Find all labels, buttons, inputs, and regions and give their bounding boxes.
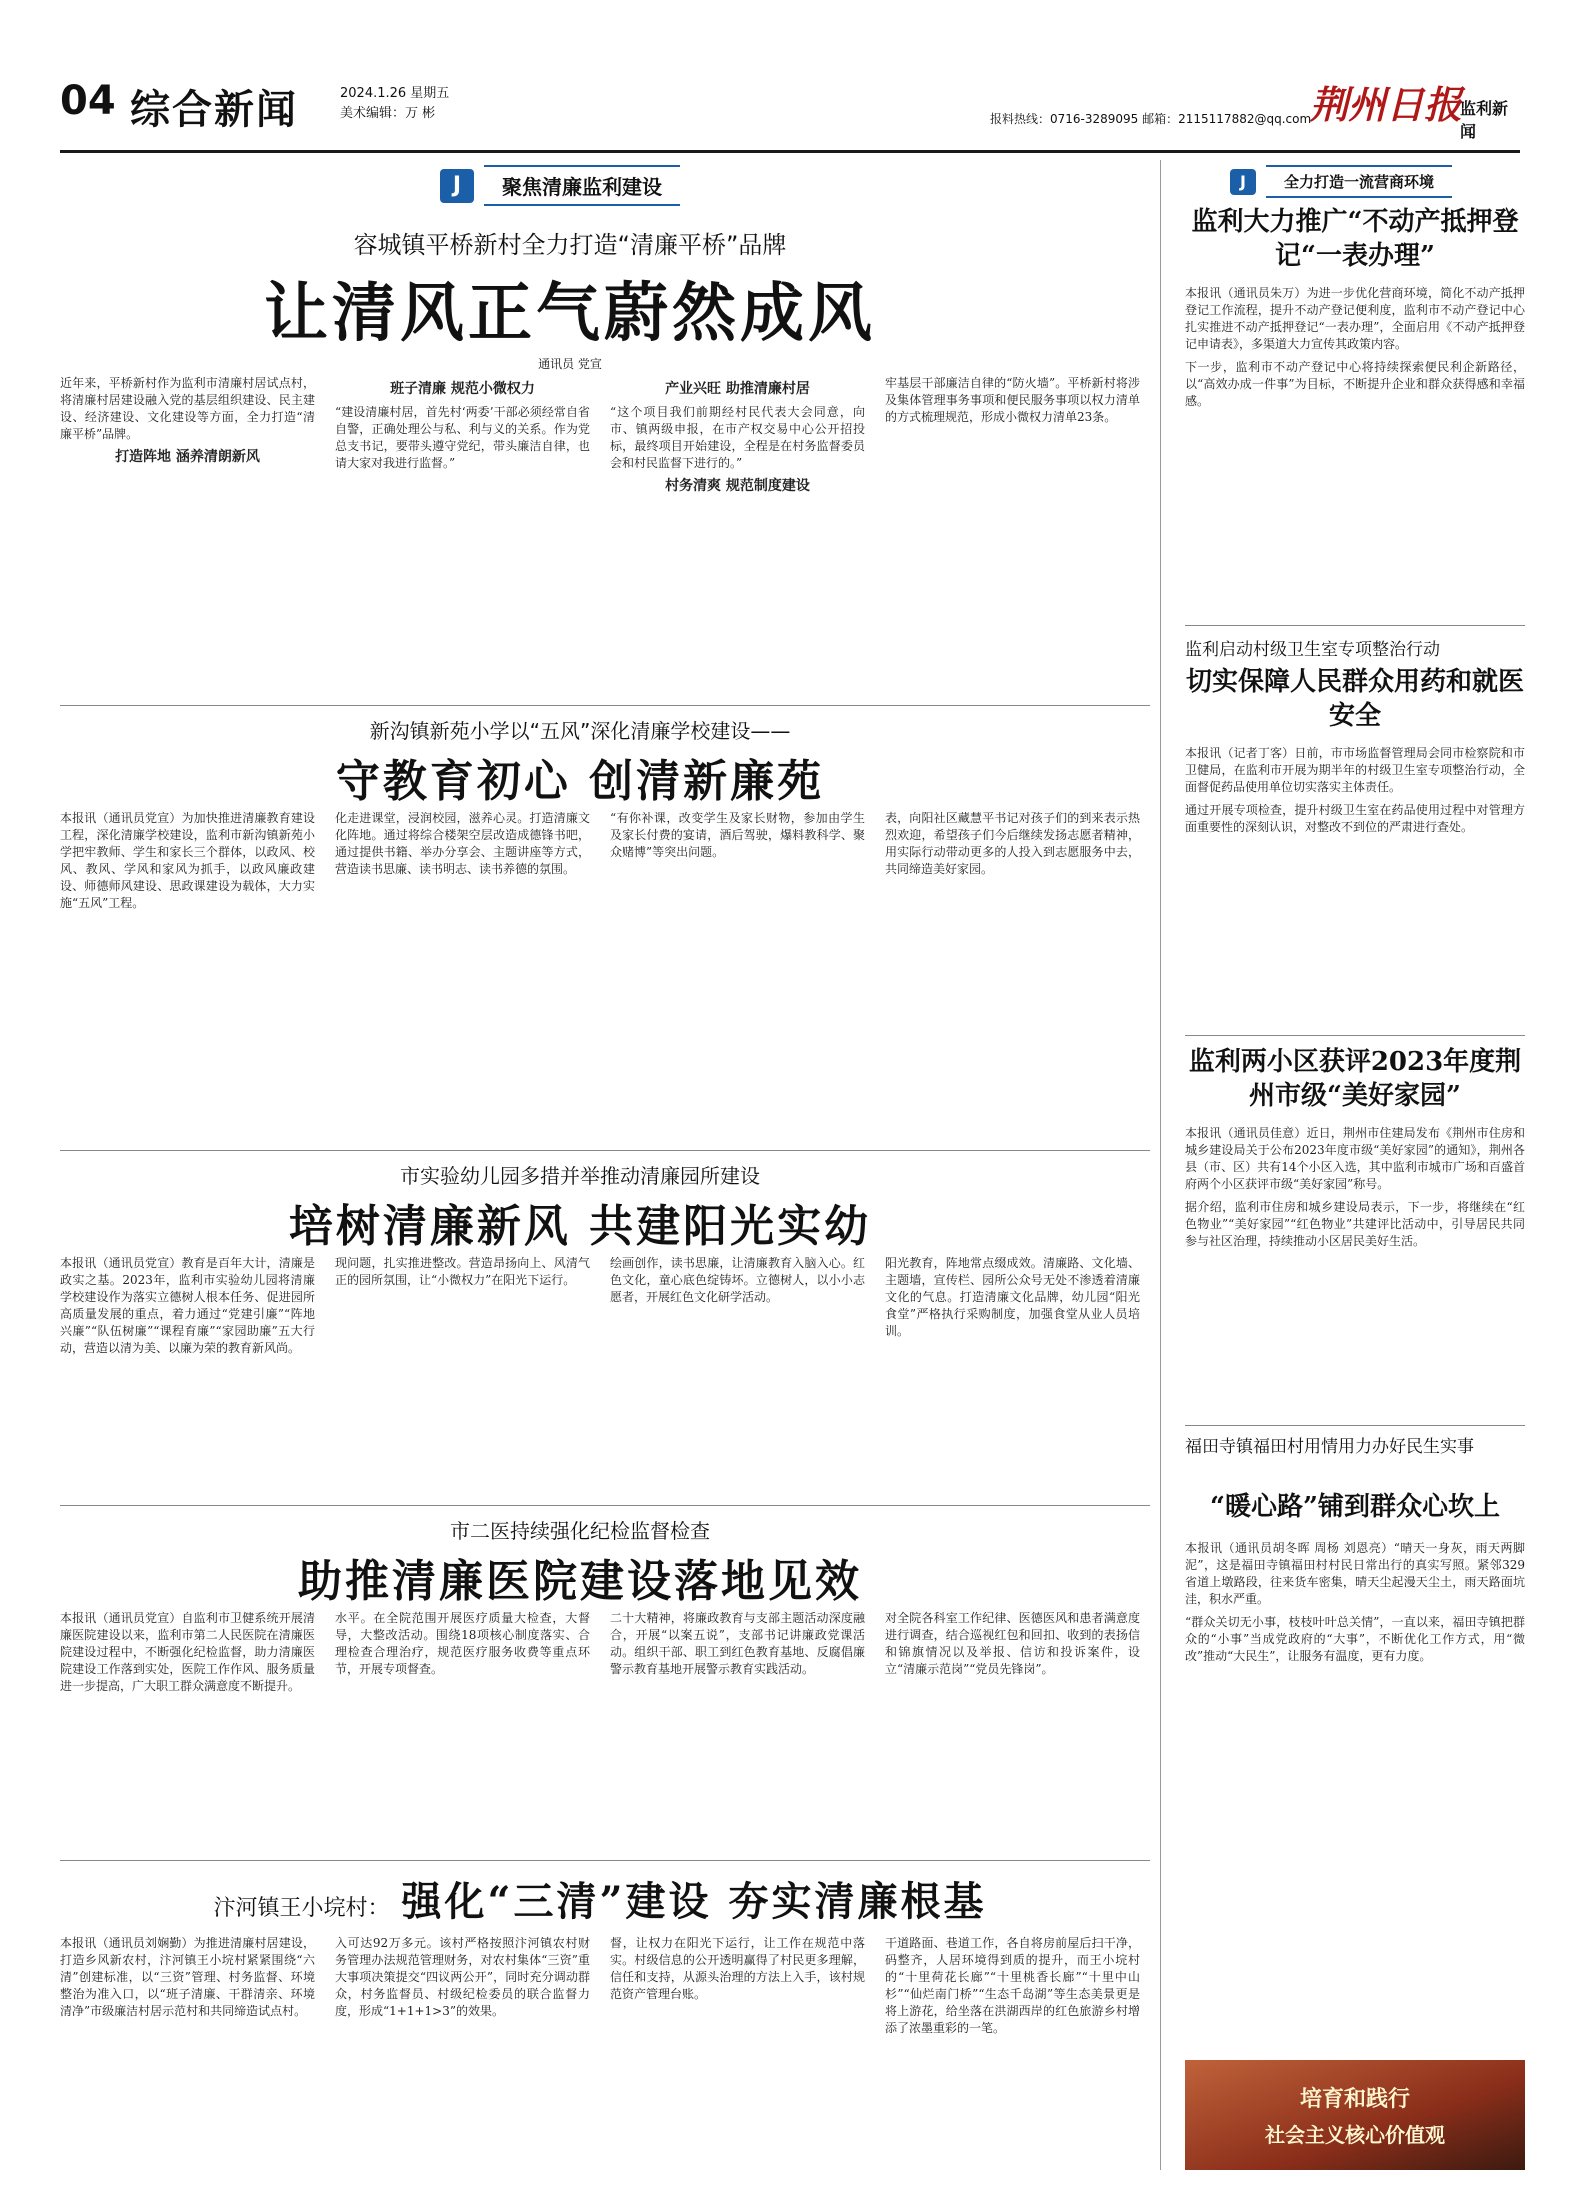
divider bbox=[1185, 1425, 1525, 1426]
contact-info: 报料热线：0716-3289095 邮箱：2115117882@qq.com bbox=[990, 112, 1312, 126]
divider bbox=[60, 1505, 1150, 1506]
divider bbox=[60, 1150, 1150, 1151]
core-values-poster bbox=[1185, 2060, 1525, 2170]
lead-paragraph: 近年来，平桥新村作为监利市清廉村居试点村，将清廉村居建设融入党的基层组织建设、民主建设、经济建设、文化建设等方面，全力打造“清廉平桥”品牌。 bbox=[60, 376, 315, 441]
article2-paragraph: 表，向阳社区藏慧平书记对孩子们的到来表示热烈欢迎，希望孩子们今后继续发扬志愿者精神，用实际行动带动更多的人投入到志愿服务中去，共同缔造美好家园。 bbox=[885, 811, 1140, 876]
lead-col-1 bbox=[60, 375, 315, 472]
lead-subhead: 打造阵地 涵养清朗新风 bbox=[115, 449, 260, 465]
lead-kicker: 容城镇平桥新村全力打造“清廉平桥”品牌 bbox=[353, 231, 787, 259]
article3-paragraph: 绘画创作，读书思廉，让清廉教育入脑入心。红色文化，童心底色绽铸坏。立德树人，以小小志愿者，开展红色文化研学活动。 bbox=[610, 1256, 865, 1304]
side4-kicker: 福田寺镇福田村用情用力办好民生实事 bbox=[1185, 1437, 1474, 1457]
article2-paragraph: 化走进课堂，浸润校园，滋养心灵。打造清廉文化阵地。通过将综合楼架空层改造成德锋书吧，通过提供书籍、举办分享会、主题讲座等方式，营造读书思廉、读书明志、读书养德的氛围。 bbox=[335, 811, 590, 876]
lead-subhead: 产业兴旺 助推清廉村居 bbox=[665, 381, 810, 397]
lead-paragraph: “这个项目我们前期经村民代表大会同意，向市、镇两级申报，在市产权交易中心公开招投标，最终项目开始建设，全程是在村务监督委员会和村民监督下进行的。” bbox=[610, 405, 865, 470]
side4-title: “暖心路”铺到群众心坎上 bbox=[1210, 1492, 1500, 1522]
divider bbox=[60, 705, 1150, 706]
article5-kicker: 汴河镇王小垸村： bbox=[213, 1896, 390, 1921]
side2-title: 切实保障人民群众用药和就医安全 bbox=[1185, 667, 1524, 731]
article2-headline: 守教育初心 创清新廉苑 bbox=[335, 756, 825, 807]
side3-title: 监利两小区获评2023年度荆州市级“美好家园” bbox=[1188, 1047, 1522, 1111]
issue-editor: 美术编辑：万 彬 bbox=[340, 106, 436, 121]
page-masthead bbox=[60, 70, 1520, 153]
article2-paragraph: 本报讯（通讯员党宣）为加快推进清廉教育建设工程，深化清廉学校建设，监利市新沟镇新苑小学把牢教师、学生和家长三个群体，以政风、校风、教风、学风和家风为抓手，以政风廉政建设、师德师风建设、思政课建设为载体，大力实施“五风”工程。 bbox=[60, 811, 315, 910]
article5-paragraph: 入可达92万多元。该村严格按照汴河镇农村财务管理办法规范管理财务，对农村集体“三资”重大事项决策提交“四议两公开”，同时充分调动群众，村务监督员、村级纪检委员的联合监督力度，形成“1+1+1>3”的效果。 bbox=[335, 1936, 590, 2018]
article4-headline: 助推清廉医院建设落地见效 bbox=[298, 1556, 862, 1607]
poster-line: 社会主义核心价值观 bbox=[1265, 2123, 1445, 2147]
newspaper-logo: 荆州日报 bbox=[1310, 82, 1463, 127]
section-label: 全力打造一流营商环境 bbox=[1266, 165, 1452, 198]
article4-paragraph: 水平。在全院范围开展医疗质量大检查，大督导，大整改活动。围绕18项核心制度落实、合理检查合理治疗，规范医疗服务收费等重点环节，开展专项督查。 bbox=[335, 1611, 590, 1676]
page-number: 04 bbox=[60, 78, 116, 124]
side2-kicker: 监利启动村级卫生室专项整治行动 bbox=[1185, 640, 1440, 660]
section-banner-right bbox=[1230, 165, 1452, 198]
article3-paragraph: 现问题，扎实推进整改。营造昂扬向上、风清气正的园所氛围，让“小微权力”在阳光下运行。 bbox=[335, 1256, 590, 1287]
section-title: 综合新闻 bbox=[130, 87, 298, 133]
side1-paragraph: 下一步，监利市不动产登记中心将持续探索便民利企新路径，以“高效办成一件事”为目标，不断提升企业和群众获得感和幸福感。 bbox=[1185, 360, 1525, 408]
article3-paragraph: 阳光教育，阵地常点缀成效。清廉路、文化墙、主题墙，宣传栏、园所公众号无处不渗透着清廉文化的气息。打造清廉文化品牌，幼儿园“阳光食堂”严格执行采购制度，加强食堂从业人员培训。 bbox=[885, 1256, 1140, 1338]
article5-title-row bbox=[200, 1870, 1000, 1927]
article4-kicker: 市二医持续强化纪检监督检查 bbox=[450, 1519, 710, 1543]
article5-headline: 强化“三清”建设 夯实清廉根基 bbox=[401, 1878, 987, 1925]
lead-subhead: 村务清爽 规范制度建设 bbox=[665, 478, 810, 494]
article3-headline: 培树清廉新风 共建阳光实幼 bbox=[288, 1201, 872, 1252]
lead-col-4 bbox=[885, 375, 1140, 426]
lead-subhead: 班子清廉 规范小微权力 bbox=[390, 381, 535, 397]
side4-body bbox=[1185, 1540, 1525, 1665]
section-label: 聚焦清廉监利建设 bbox=[484, 165, 680, 206]
issue-date: 2024.1.26 星期五 bbox=[340, 86, 450, 101]
article3-paragraph: 本报讯（通讯员党宣）教育是百年大计，清廉是政实之基。2023年，监利市实验幼儿园将清廉学校建设作为落实立德树人根本任务、促进园所高质量发展的重点，着力通过“党建引廉”“阵地兴廉”“队伍树廉”“课程育廉”“家园助廉”五大行动，营造以清为美、以廉为荣的教育新风尚。 bbox=[60, 1256, 315, 1355]
article5-paragraph: 本报讯（通讯员刘娴勤）为推进清廉村居建设，打造乡风新农村，汴河镇王小垸村紧紧围绕“六清”创建标准，以“三资”管理、村务监督、环境整治为准入口，以“班子清廉、干群清亲、环境清净”市级廉洁村居示范村和共同缔造试点村。 bbox=[60, 1936, 315, 2018]
side2-paragraph: 本报讯（记者丁客）日前，市市场监督管理局会同市检察院和市卫健局，在监利市开展为期半年的村级卫生室专项整治行动，全面督促药品使用单位切实落实主体责任。 bbox=[1185, 746, 1525, 794]
lead-body bbox=[60, 375, 1150, 685]
lead-headline: 让清风正气蔚然成风 bbox=[264, 276, 876, 351]
side3-paragraph: 据介绍，监利市住房和城乡建设局表示，下一步，将继续在“红色物业”“美好家园”“红色物业”共建评比活动中，引导居民共同参与社区治理，持续推动小区居民美好生活。 bbox=[1185, 1200, 1525, 1248]
newspaper-subsection: 监利新闻 bbox=[1460, 99, 1509, 141]
lead-col-3 bbox=[610, 375, 865, 501]
side3-body bbox=[1185, 1125, 1525, 1250]
side1-body bbox=[1185, 285, 1525, 410]
article4-paragraph: 对全院各科室工作纪律、医德医风和患者满意度进行调查，结合巡视红包和回扣、收到的表扬信和锦旗情况以及举报、信访和投诉案件，设立“清廉示范岗”“党员先锋岗”。 bbox=[885, 1611, 1140, 1676]
column-divider bbox=[1160, 160, 1161, 2170]
divider bbox=[1185, 625, 1525, 626]
lead-paragraph: 牢基层干部廉洁自律的“防火墙”。平桥新村将涉及集体管理事务事项和便民服务事项以权力清单的方式梳理规范，形成小微权力清单23条。 bbox=[885, 376, 1140, 424]
divider bbox=[60, 1860, 1150, 1861]
article4-paragraph: 本报讯（通讯员党宣）自监利市卫健系统开展清廉医院建设以来，监利市第二人民医院在清廉医院建设过程中，不断强化纪检监督，助力清廉医院建设工作落到实处，医院工作作风、服务质量进一步提高，广大职工群众满意度不断提升。 bbox=[60, 1611, 315, 1693]
side1-title: 监利大力推广“不动产抵押登记“一表办理” bbox=[1191, 207, 1519, 271]
section-logo-icon: J bbox=[1230, 169, 1256, 195]
side4-paragraph: “群众关切无小事，枝枝叶叶总关情”，一直以来，福田寺镇把群众的“小事”当成党政府的“大事”，不断优化工作方式，用“微改”推动“大民生”，让服务有温度，更有力度。 bbox=[1185, 1615, 1525, 1663]
side1-paragraph: 本报讯（通讯员朱万）为进一步优化营商环境，简化不动产抵押登记工作流程，提升不动产登记便利度，监利市不动产登记中心扎实推进不动产抵押登记“一表办理”，全面启用《不动产抵押登记申请表》，多渠道大力宣传其政策内容。 bbox=[1185, 286, 1525, 351]
side2-body bbox=[1185, 745, 1525, 836]
poster-line: 培育和践行 bbox=[1299, 2087, 1410, 2112]
section-logo-icon: J bbox=[440, 169, 474, 203]
side4-paragraph: 本报讯（通讯员胡冬晖 周杨 刘恩亮）“晴天一身灰，雨天两脚泥”，这是福田寺镇福田村村民日常出行的真实写照。紧邻329省道上墩路段，往来货车密集，晴天尘起漫天尘土，雨天路面坑洼，积水严重。 bbox=[1185, 1541, 1525, 1606]
side2-paragraph: 通过开展专项检查，提升村级卫生室在药品使用过程中对管理方面重要性的深刻认识，对整改不到位的严肃进行查处。 bbox=[1185, 803, 1525, 834]
lead-col-2 bbox=[335, 375, 590, 472]
article2-kicker: 新沟镇新苑小学以“五风”深化清廉学校建设—— bbox=[369, 719, 791, 743]
divider bbox=[1185, 1035, 1525, 1036]
article5-paragraph: 督，让权力在阳光下运行，让工作在规范中落实。村级信息的公开透明赢得了村民更多理解，信任和支持，从源头治理的方法上入手，该村规范资产管理台账。 bbox=[610, 1936, 865, 2001]
lead-byline: 通讯员 党宣 bbox=[538, 357, 602, 371]
article4-paragraph: 二十大精神，将廉政教育与支部主题活动深度融合，开展“以案五说”，支部书记讲廉政党课活动。组织干部、职工到红色教育基地、反腐倡廉警示教育基地开展警示教育实践活动。 bbox=[610, 1611, 865, 1676]
section-banner-left bbox=[440, 165, 680, 206]
side3-paragraph: 本报讯（通讯员佳意）近日，荆州市住建局发布《荆州市住房和城乡建设局关于公布2023年度市级“美好家园”的通知》，荆州各县（市、区）共有14个小区入选，其中监利市城市广场和百盛首府两个小区获评市级“美好家园”称号。 bbox=[1185, 1126, 1525, 1191]
article2-paragraph: “有你补课，改变学生及家长财物，参加由学生及家长付费的宴请，酒后驾驶，爆料教科学、聚众赌博”等突出问题。 bbox=[610, 811, 865, 859]
article3-kicker: 市实验幼儿园多措并举推动清廉园所建设 bbox=[400, 1164, 760, 1188]
lead-paragraph: “建设清廉村居，首先村‘两委’干部必须经常自省自警，正确处理公与私、利与义的关系。作为党总支书记，要带头遵守党纪，带头廉洁自律，也请大家对我进行监督。” bbox=[335, 405, 590, 470]
article5-paragraph: 干道路面、巷道工作，各自将房前屋后扫干净，码整齐，人居环境得到质的提升，而王小垸村的“十里荷花长廊”“十里桃香长廊”“十里中山杉”“仙烂南门桥”“生态千岛湖”等生态美景更是将上游花，给坐落在洪湖西岸的红色旅游乡村增添了浓墨重彩的一笔。 bbox=[885, 1936, 1140, 2035]
issue-meta bbox=[340, 84, 449, 124]
